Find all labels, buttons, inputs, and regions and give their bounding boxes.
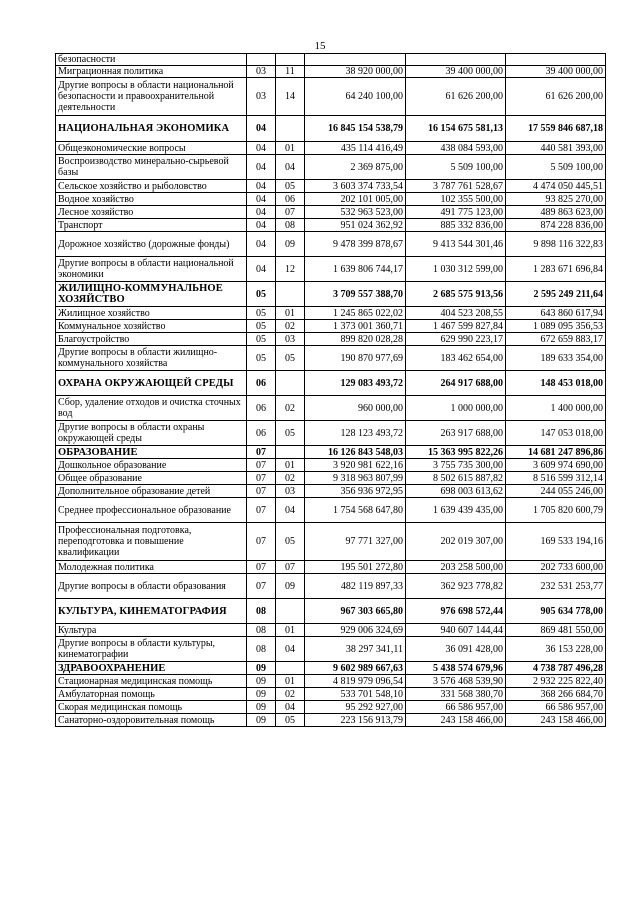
amount-year2-cell: 263 917 688,00 <box>406 421 506 446</box>
amount-year3-cell: 643 860 617,94 <box>506 307 606 320</box>
section-code-cell: 04 <box>247 116 276 142</box>
subsection-code-cell: 04 <box>276 155 305 180</box>
row-name-cell: Благоустройство <box>56 333 247 346</box>
table-row <box>56 498 606 523</box>
row-name-cell: ЗДРАВООХРАНЕНИЕ <box>56 662 247 675</box>
budget-table-body <box>56 54 606 727</box>
subsection-code-cell: 02 <box>276 396 305 421</box>
amount-year1-cell: 64 240 100,00 <box>305 78 406 116</box>
amount-year3-cell: 61 626 200,00 <box>506 78 606 116</box>
subsection-code-cell <box>276 54 305 66</box>
table-section-row <box>56 662 606 675</box>
section-code-cell: 04 <box>247 193 276 206</box>
amount-year2-cell: 183 462 654,00 <box>406 346 506 371</box>
amount-year2-cell: 3 787 761 528,67 <box>406 180 506 193</box>
row-name-cell: НАЦИОНАЛЬНАЯ ЭКОНОМИКА <box>56 116 247 142</box>
subsection-code-cell: 02 <box>276 688 305 701</box>
section-code-cell: 03 <box>247 78 276 116</box>
section-code-cell: 05 <box>247 282 276 307</box>
section-code-cell: 05 <box>247 320 276 333</box>
subsection-code-cell: 06 <box>276 193 305 206</box>
amount-year1-cell: 3 709 557 388,70 <box>305 282 406 307</box>
table-row <box>56 472 606 485</box>
amount-year1-cell: 1 373 001 360,71 <box>305 320 406 333</box>
section-code-cell: 06 <box>247 371 276 396</box>
section-code-cell: 09 <box>247 662 276 675</box>
table-row <box>56 421 606 446</box>
amount-year2-cell: 61 626 200,00 <box>406 78 506 116</box>
table-row <box>56 232 606 257</box>
amount-year2-cell: 629 990 223,17 <box>406 333 506 346</box>
subsection-code-cell: 14 <box>276 78 305 116</box>
section-code-cell: 08 <box>247 624 276 637</box>
table-row <box>56 688 606 701</box>
table-row <box>56 459 606 472</box>
section-code-cell: 05 <box>247 333 276 346</box>
amount-year2-cell: 8 502 615 887,82 <box>406 472 506 485</box>
row-name-cell: Среднее профессиональное образование <box>56 498 247 523</box>
row-name-cell: Профессиональная подготовка, переподготовка и повышение квалификации <box>56 523 247 561</box>
section-code-cell: 07 <box>247 574 276 599</box>
amount-year1-cell: 3 920 981 622,16 <box>305 459 406 472</box>
amount-year2-cell: 331 568 380,70 <box>406 688 506 701</box>
amount-year3-cell: 169 533 194,16 <box>506 523 606 561</box>
amount-year1-cell: 482 119 897,33 <box>305 574 406 599</box>
section-code-cell: 07 <box>247 523 276 561</box>
section-code-cell: 05 <box>247 346 276 371</box>
subsection-code-cell: 04 <box>276 637 305 662</box>
section-code-cell: 08 <box>247 637 276 662</box>
row-name-cell: Общеэкономические вопросы <box>56 142 247 155</box>
table-row <box>56 561 606 574</box>
row-name-cell: Сельское хозяйство и рыболовство <box>56 180 247 193</box>
row-name-cell: Транспорт <box>56 219 247 232</box>
row-name-cell: Воспроизводство минерально-сырьевой базы <box>56 155 247 180</box>
amount-year3-cell: 8 516 599 312,14 <box>506 472 606 485</box>
amount-year3-cell: 869 481 550,00 <box>506 624 606 637</box>
row-name-cell: Миграционная политика <box>56 66 247 78</box>
subsection-code-cell: 02 <box>276 472 305 485</box>
row-name-cell: Другие вопросы в области национальной безопасности и правоохранительной деятельности <box>56 78 247 116</box>
table-row <box>56 624 606 637</box>
amount-year3-cell: 489 863 623,00 <box>506 206 606 219</box>
section-code-cell: 09 <box>247 714 276 727</box>
row-name-cell: Другие вопросы в области образования <box>56 574 247 599</box>
table-row <box>56 675 606 688</box>
table-row <box>56 180 606 193</box>
subsection-code-cell <box>276 282 305 307</box>
amount-year1-cell: 16 126 843 548,03 <box>305 446 406 459</box>
table-row <box>56 396 606 421</box>
amount-year1-cell: 190 870 977,69 <box>305 346 406 371</box>
section-code-cell: 08 <box>247 599 276 624</box>
amount-year1-cell: 9 478 399 878,67 <box>305 232 406 257</box>
section-code-cell: 07 <box>247 446 276 459</box>
subsection-code-cell: 01 <box>276 142 305 155</box>
table-row <box>56 320 606 333</box>
amount-year3-cell: 672 659 883,17 <box>506 333 606 346</box>
subsection-code-cell <box>276 116 305 142</box>
table-row <box>56 193 606 206</box>
amount-year3-cell: 243 158 466,00 <box>506 714 606 727</box>
subsection-code-cell <box>276 446 305 459</box>
section-code-cell: 04 <box>247 180 276 193</box>
amount-year1-cell: 38 920 000,00 <box>305 66 406 78</box>
section-code-cell <box>247 54 276 66</box>
table-row <box>56 307 606 320</box>
row-name-cell: Дополнительное образование детей <box>56 485 247 498</box>
page-number: 15 <box>314 40 326 52</box>
amount-year2-cell: 5 438 574 679,96 <box>406 662 506 675</box>
amount-year3-cell: 1 400 000,00 <box>506 396 606 421</box>
section-code-cell: 04 <box>247 219 276 232</box>
amount-year1-cell: 2 369 875,00 <box>305 155 406 180</box>
table-row <box>56 206 606 219</box>
row-name-cell: Дошкольное образование <box>56 459 247 472</box>
row-name-cell: безопасности <box>56 54 247 66</box>
section-code-cell: 09 <box>247 675 276 688</box>
amount-year3-cell: 17 559 846 687,18 <box>506 116 606 142</box>
subsection-code-cell: 02 <box>276 320 305 333</box>
amount-year1-cell: 9 318 963 807,99 <box>305 472 406 485</box>
amount-year2-cell: 362 923 778,82 <box>406 574 506 599</box>
subsection-code-cell: 05 <box>276 180 305 193</box>
subsection-code-cell: 03 <box>276 333 305 346</box>
amount-year3-cell: 1 089 095 356,53 <box>506 320 606 333</box>
amount-year2-cell: 940 607 144,44 <box>406 624 506 637</box>
amount-year1-cell: 356 936 972,95 <box>305 485 406 498</box>
section-code-cell: 05 <box>247 307 276 320</box>
table-section-row <box>56 446 606 459</box>
amount-year1-cell: 128 123 493,72 <box>305 421 406 446</box>
amount-year3-cell: 39 400 000,00 <box>506 66 606 78</box>
amount-year3-cell <box>506 54 606 66</box>
row-name-cell: Другие вопросы в области жилищно-коммунального хозяйства <box>56 346 247 371</box>
table-row <box>56 637 606 662</box>
amount-year3-cell: 3 609 974 690,00 <box>506 459 606 472</box>
amount-year1-cell: 967 303 665,80 <box>305 599 406 624</box>
subsection-code-cell <box>276 662 305 675</box>
amount-year2-cell: 3 755 735 300,00 <box>406 459 506 472</box>
amount-year3-cell: 147 053 018,00 <box>506 421 606 446</box>
amount-year3-cell: 148 453 018,00 <box>506 371 606 396</box>
row-name-cell: Водное хозяйство <box>56 193 247 206</box>
row-name-cell: Другие вопросы в области охраны окружающей среды <box>56 421 247 446</box>
subsection-code-cell: 09 <box>276 574 305 599</box>
row-name-cell: Молодежная политика <box>56 561 247 574</box>
amount-year2-cell: 1 000 000,00 <box>406 396 506 421</box>
amount-year2-cell: 1 030 312 599,00 <box>406 257 506 282</box>
section-code-cell: 07 <box>247 459 276 472</box>
table-row <box>56 219 606 232</box>
amount-year2-cell: 1 639 439 435,00 <box>406 498 506 523</box>
subsection-code-cell: 07 <box>276 561 305 574</box>
row-name-cell: Сбор, удаление отходов и очистка сточных вод <box>56 396 247 421</box>
amount-year3-cell: 4 738 787 496,28 <box>506 662 606 675</box>
subsection-code-cell: 01 <box>276 307 305 320</box>
amount-year2-cell: 202 019 307,00 <box>406 523 506 561</box>
subsection-code-cell: 03 <box>276 485 305 498</box>
amount-year2-cell: 15 363 995 822,26 <box>406 446 506 459</box>
row-name-cell: Амбулаторная помощь <box>56 688 247 701</box>
table-row <box>56 142 606 155</box>
table-section-row <box>56 371 606 396</box>
amount-year2-cell: 698 003 613,62 <box>406 485 506 498</box>
amount-year2-cell: 2 685 575 913,56 <box>406 282 506 307</box>
row-name-cell: ЖИЛИЩНО-КОММУНАЛЬНОЕ ХОЗЯЙСТВО <box>56 282 247 307</box>
table-row <box>56 523 606 561</box>
amount-year2-cell: 203 258 500,00 <box>406 561 506 574</box>
subsection-code-cell: 05 <box>276 421 305 446</box>
amount-year3-cell: 1 705 820 600,79 <box>506 498 606 523</box>
amount-year3-cell: 66 586 957,00 <box>506 701 606 714</box>
amount-year1-cell: 960 000,00 <box>305 396 406 421</box>
subsection-code-cell: 12 <box>276 257 305 282</box>
amount-year2-cell: 438 084 593,00 <box>406 142 506 155</box>
section-code-cell: 09 <box>247 688 276 701</box>
amount-year2-cell: 404 523 208,55 <box>406 307 506 320</box>
amount-year2-cell: 66 586 957,00 <box>406 701 506 714</box>
row-name-cell: Общее образование <box>56 472 247 485</box>
table-row <box>56 346 606 371</box>
table-row <box>56 714 606 727</box>
amount-year2-cell: 976 698 572,44 <box>406 599 506 624</box>
subsection-code-cell: 07 <box>276 206 305 219</box>
subsection-code-cell: 05 <box>276 714 305 727</box>
amount-year3-cell: 202 733 600,00 <box>506 561 606 574</box>
amount-year1-cell: 3 603 374 733,54 <box>305 180 406 193</box>
amount-year2-cell: 491 775 123,00 <box>406 206 506 219</box>
amount-year1-cell: 95 292 927,00 <box>305 701 406 714</box>
amount-year2-cell: 1 467 599 827,84 <box>406 320 506 333</box>
subsection-code-cell: 01 <box>276 675 305 688</box>
amount-year1-cell: 9 602 989 667,63 <box>305 662 406 675</box>
amount-year1-cell: 929 006 324,69 <box>305 624 406 637</box>
section-code-cell: 07 <box>247 485 276 498</box>
row-name-cell: ОБРАЗОВАНИЕ <box>56 446 247 459</box>
amount-year3-cell: 244 055 246,00 <box>506 485 606 498</box>
subsection-code-cell: 05 <box>276 346 305 371</box>
row-name-cell: Другие вопросы в области культуры, кинематографии <box>56 637 247 662</box>
amount-year2-cell: 264 917 688,00 <box>406 371 506 396</box>
amount-year2-cell: 36 091 428,00 <box>406 637 506 662</box>
amount-year1-cell: 97 771 327,00 <box>305 523 406 561</box>
amount-year3-cell: 93 825 270,00 <box>506 193 606 206</box>
amount-year1-cell: 4 819 979 096,54 <box>305 675 406 688</box>
budget-table <box>55 53 606 727</box>
amount-year2-cell: 16 154 675 581,13 <box>406 116 506 142</box>
table-section-row <box>56 282 606 307</box>
amount-year2-cell: 5 509 100,00 <box>406 155 506 180</box>
amount-year2-cell: 39 400 000,00 <box>406 66 506 78</box>
amount-year3-cell: 5 509 100,00 <box>506 155 606 180</box>
row-name-cell: ОХРАНА ОКРУЖАЮЩЕЙ СРЕДЫ <box>56 371 247 396</box>
amount-year3-cell: 2 595 249 211,64 <box>506 282 606 307</box>
table-row <box>56 574 606 599</box>
section-code-cell: 03 <box>247 66 276 78</box>
section-code-cell: 04 <box>247 232 276 257</box>
row-name-cell: Лесное хозяйство <box>56 206 247 219</box>
row-name-cell: КУЛЬТУРА, КИНЕМАТОГРАФИЯ <box>56 599 247 624</box>
section-code-cell: 04 <box>247 257 276 282</box>
amount-year1-cell: 202 101 005,00 <box>305 193 406 206</box>
section-code-cell: 06 <box>247 421 276 446</box>
amount-year2-cell: 9 413 544 301,46 <box>406 232 506 257</box>
amount-year1-cell: 533 701 548,10 <box>305 688 406 701</box>
row-name-cell: Санаторно-оздоровительная помощь <box>56 714 247 727</box>
table-section-row <box>56 116 606 142</box>
subsection-code-cell: 05 <box>276 523 305 561</box>
table-row <box>56 701 606 714</box>
amount-year3-cell: 440 581 393,00 <box>506 142 606 155</box>
subsection-code-cell: 01 <box>276 624 305 637</box>
section-code-cell: 06 <box>247 396 276 421</box>
row-name-cell: Дорожное хозяйство (дорожные фонды) <box>56 232 247 257</box>
row-name-cell: Коммунальное хозяйство <box>56 320 247 333</box>
amount-year1-cell: 223 156 913,79 <box>305 714 406 727</box>
section-code-cell: 04 <box>247 206 276 219</box>
subsection-code-cell: 04 <box>276 498 305 523</box>
subsection-code-cell <box>276 599 305 624</box>
amount-year1-cell: 195 501 272,80 <box>305 561 406 574</box>
amount-year3-cell: 232 531 253,77 <box>506 574 606 599</box>
amount-year3-cell: 2 932 225 822,40 <box>506 675 606 688</box>
amount-year3-cell: 368 266 684,70 <box>506 688 606 701</box>
amount-year1-cell: 1 754 568 647,80 <box>305 498 406 523</box>
amount-year1-cell: 532 963 523,00 <box>305 206 406 219</box>
section-code-cell: 04 <box>247 155 276 180</box>
section-code-cell: 09 <box>247 701 276 714</box>
amount-year3-cell: 14 681 247 896,86 <box>506 446 606 459</box>
row-name-cell: Стационарная медицинская помощь <box>56 675 247 688</box>
amount-year1-cell: 129 083 493,72 <box>305 371 406 396</box>
section-code-cell: 07 <box>247 498 276 523</box>
amount-year3-cell: 4 474 050 445,51 <box>506 180 606 193</box>
subsection-code-cell: 09 <box>276 232 305 257</box>
amount-year3-cell: 1 283 671 696,84 <box>506 257 606 282</box>
amount-year2-cell: 102 355 500,00 <box>406 193 506 206</box>
row-name-cell: Жилищное хозяйство <box>56 307 247 320</box>
row-name-cell: Скорая медицинская помощь <box>56 701 247 714</box>
amount-year1-cell <box>305 54 406 66</box>
amount-year3-cell: 905 634 778,00 <box>506 599 606 624</box>
subsection-code-cell <box>276 371 305 396</box>
amount-year1-cell: 951 024 362,92 <box>305 219 406 232</box>
table-section-row <box>56 599 606 624</box>
table-row <box>56 66 606 78</box>
table-row <box>56 257 606 282</box>
amount-year2-cell: 243 158 466,00 <box>406 714 506 727</box>
subsection-code-cell: 04 <box>276 701 305 714</box>
amount-year2-cell <box>406 54 506 66</box>
amount-year1-cell: 38 297 341,11 <box>305 637 406 662</box>
row-name-cell: Культура <box>56 624 247 637</box>
subsection-code-cell: 01 <box>276 459 305 472</box>
amount-year1-cell: 16 845 154 538,79 <box>305 116 406 142</box>
section-code-cell: 04 <box>247 142 276 155</box>
amount-year2-cell: 3 576 468 539,90 <box>406 675 506 688</box>
amount-year1-cell: 899 820 028,28 <box>305 333 406 346</box>
amount-year3-cell: 9 898 116 322,83 <box>506 232 606 257</box>
section-code-cell: 07 <box>247 561 276 574</box>
amount-year3-cell: 874 228 836,00 <box>506 219 606 232</box>
subsection-code-cell: 11 <box>276 66 305 78</box>
subsection-code-cell: 08 <box>276 219 305 232</box>
table-row <box>56 54 606 66</box>
amount-year1-cell: 1 245 865 022,02 <box>305 307 406 320</box>
table-row <box>56 333 606 346</box>
row-name-cell: Другие вопросы в области национальной экономики <box>56 257 247 282</box>
amount-year1-cell: 1 639 806 744,17 <box>305 257 406 282</box>
amount-year3-cell: 36 153 228,00 <box>506 637 606 662</box>
amount-year2-cell: 885 332 836,00 <box>406 219 506 232</box>
table-row <box>56 485 606 498</box>
amount-year3-cell: 189 633 354,00 <box>506 346 606 371</box>
section-code-cell: 07 <box>247 472 276 485</box>
table-row <box>56 155 606 180</box>
amount-year1-cell: 435 114 416,49 <box>305 142 406 155</box>
table-row <box>56 78 606 116</box>
